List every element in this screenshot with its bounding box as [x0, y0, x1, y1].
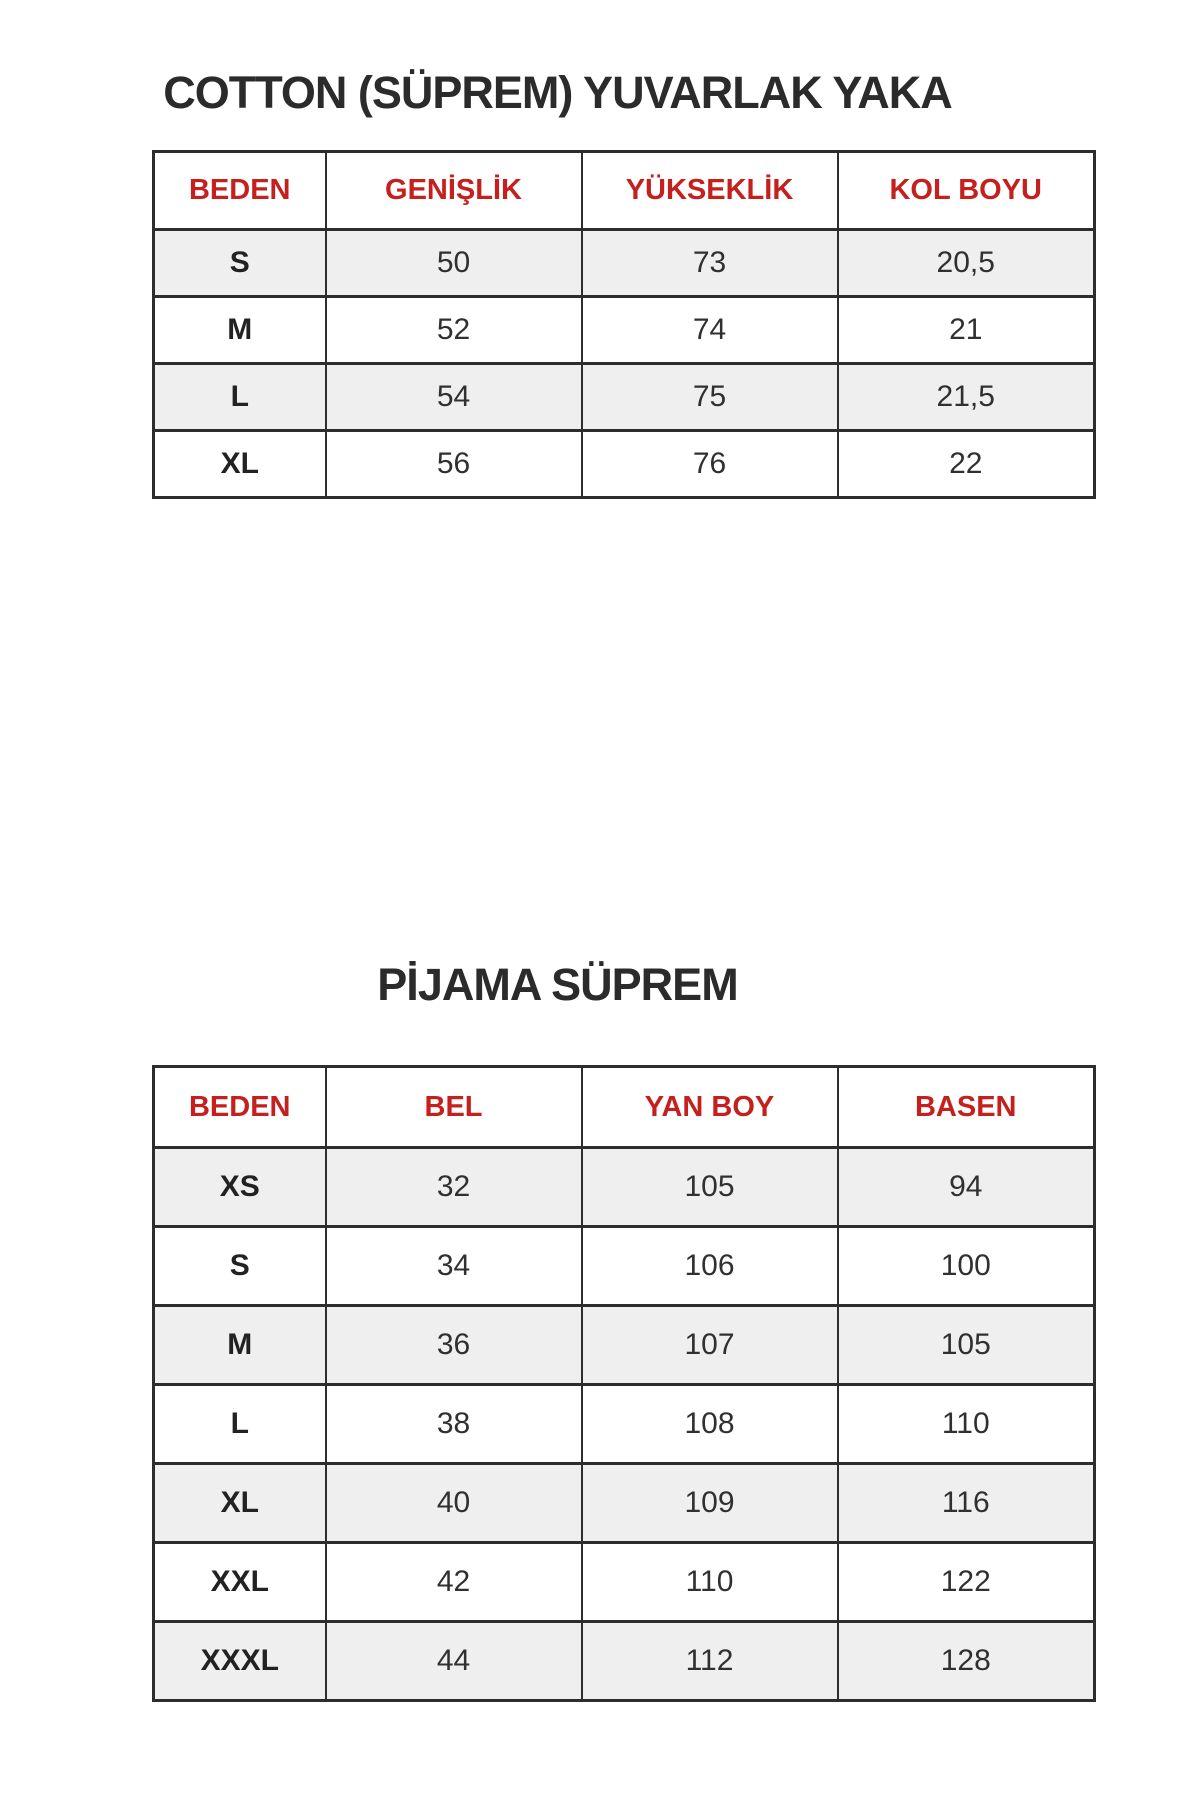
table-title-cotton-suprem: COTTON (SÜPREM) YUVARLAK YAKA — [163, 67, 952, 118]
size-cell: XXL — [154, 1543, 326, 1622]
value-cell: 112 — [582, 1622, 838, 1701]
column-header-genislik: GENİŞLİK — [326, 152, 582, 230]
size-cell: XS — [154, 1148, 326, 1227]
column-header-yukseklik: YÜKSEKLİK — [582, 152, 838, 230]
value-cell: 44 — [326, 1622, 582, 1701]
value-cell: 105 — [582, 1148, 838, 1227]
value-cell: 106 — [582, 1227, 838, 1306]
table-row-s — [154, 230, 1095, 297]
value-cell: 110 — [582, 1543, 838, 1622]
value-cell: 20,5 — [838, 230, 1095, 297]
value-cell: 76 — [582, 431, 838, 498]
value-cell: 108 — [582, 1385, 838, 1464]
table-row-xs — [154, 1148, 1095, 1227]
value-cell: 38 — [326, 1385, 582, 1464]
value-cell: 21,5 — [838, 364, 1095, 431]
value-cell: 107 — [582, 1306, 838, 1385]
value-cell: 52 — [326, 297, 582, 364]
table-row-m — [154, 1306, 1095, 1385]
value-cell: 105 — [838, 1306, 1095, 1385]
table-row-xxl — [154, 1543, 1095, 1622]
column-header-yan-boy: YAN BOY — [582, 1067, 838, 1148]
value-cell: 54 — [326, 364, 582, 431]
table-row-l — [154, 364, 1095, 431]
size-cell: M — [154, 297, 326, 364]
value-cell: 128 — [838, 1622, 1095, 1701]
table-row-s — [154, 1227, 1095, 1306]
value-cell: 42 — [326, 1543, 582, 1622]
value-cell: 100 — [838, 1227, 1095, 1306]
header-row — [154, 152, 1095, 230]
size-cell: XL — [154, 1464, 326, 1543]
size-table-cotton-suprem — [152, 150, 1096, 499]
column-header-beden: BEDEN — [154, 1067, 326, 1148]
size-cell: M — [154, 1306, 326, 1385]
header-row — [154, 1067, 1095, 1148]
value-cell: 56 — [326, 431, 582, 498]
size-cell: L — [154, 1385, 326, 1464]
value-cell: 34 — [326, 1227, 582, 1306]
table-row-xl — [154, 1464, 1095, 1543]
table-title-pijama-suprem: PİJAMA SÜPREM — [377, 959, 738, 1010]
size-table-pijama-suprem — [152, 1065, 1096, 1702]
value-cell: 73 — [582, 230, 838, 297]
value-cell: 21 — [838, 297, 1095, 364]
column-header-basen: BASEN — [838, 1067, 1095, 1148]
value-cell: 109 — [582, 1464, 838, 1543]
value-cell: 75 — [582, 364, 838, 431]
column-header-bel: BEL — [326, 1067, 582, 1148]
size-cell: S — [154, 230, 326, 297]
column-header-kol-boyu: KOL BOYU — [838, 152, 1095, 230]
table-row-l — [154, 1385, 1095, 1464]
table-row-m — [154, 297, 1095, 364]
value-cell: 22 — [838, 431, 1095, 498]
table-row-xl — [154, 431, 1095, 498]
size-cell: XL — [154, 431, 326, 498]
column-header-beden: BEDEN — [154, 152, 326, 230]
value-cell: 116 — [838, 1464, 1095, 1543]
value-cell: 110 — [838, 1385, 1095, 1464]
value-cell: 74 — [582, 297, 838, 364]
value-cell: 94 — [838, 1148, 1095, 1227]
value-cell: 50 — [326, 230, 582, 297]
value-cell: 36 — [326, 1306, 582, 1385]
size-cell: S — [154, 1227, 326, 1306]
value-cell: 40 — [326, 1464, 582, 1543]
table-row-xxxl — [154, 1622, 1095, 1701]
size-cell: XXXL — [154, 1622, 326, 1701]
value-cell: 122 — [838, 1543, 1095, 1622]
size-cell: L — [154, 364, 326, 431]
value-cell: 32 — [326, 1148, 582, 1227]
